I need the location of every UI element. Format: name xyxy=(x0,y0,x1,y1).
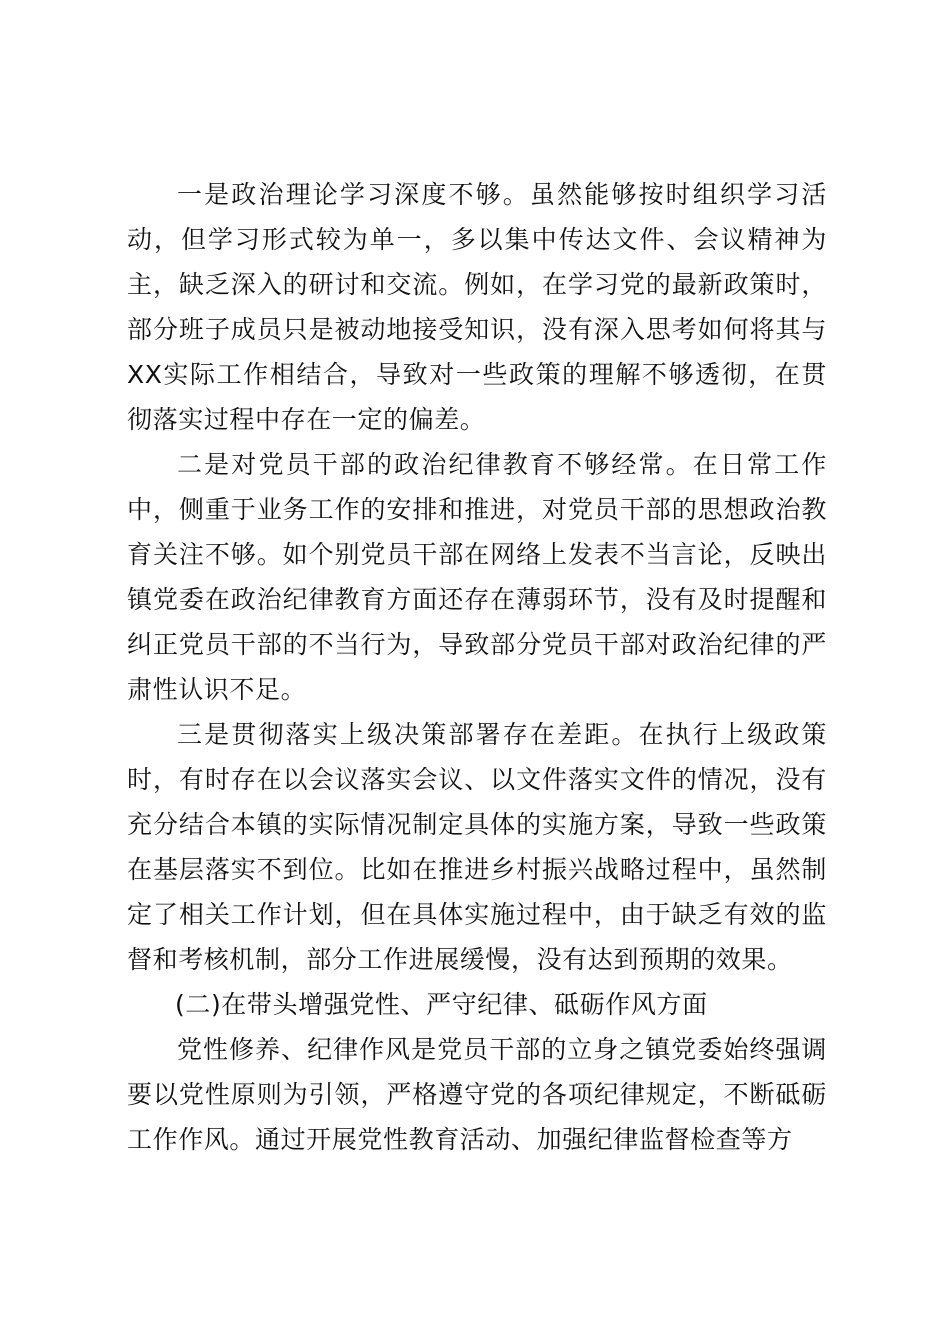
document-body xyxy=(127,172,827,1162)
paragraph-discipline-education: 二是对党员干部的政治纪律教育不够经常。在日常工作中，侧重于业务工作的安排和推进，对党员干部的思想政治教育关注不够。如个别党员干部在网络上发表不当言论，反映出镇党委在政治纪律教育方面还存在薄弱环节，没有及时提醒和纠正党员干部的不当行为，导致部分党员干部对政治纪律的严肃性认识不足。 xyxy=(127,450,827,704)
paragraph-political-theory: 一是政治理论学习深度不够。虽然能够按时组织学习活动，但学习形式较为单一，多以集中传达文件、会议精神为主，缺乏深入的研讨和交流。例如，在学习党的最新政策时，部分班子成员只是被动地接受知识，没有深入思考如何将其与XX实际工作相结合，导致对一些政策的理解不够透彻，在贯彻落实过程中存在一定的偏差。 xyxy=(127,180,827,434)
section-heading: (二)在带头增强党性、严守纪律、砥砺作风方面 xyxy=(175,990,708,1019)
paragraph-party-spirit: 党性修养、纪律作风是党员干部的立身之镇党委始终强调要以党性原则为引领，严格遵守党的各项纪律规定，不断砥砺工作作风。通过开展党性教育活动、加强纪律监督检查等方 xyxy=(127,1035,827,1154)
paragraph-policy-implementation: 三是贯彻落实上级决策部署存在差距。在执行上级政策时，有时存在以会议落实会议、以文件落实文件的情况，没有充分结合本镇的实际情况制定具体的实施方案，导致一些政策在基层落实不到位。比如在推进乡村振兴战略过程中，虽然制定了相关工作计划，但在具体实施过程中，由于缺乏有效的监督和考核机制，部分工作进展缓慢，没有达到预期的效果。 xyxy=(127,720,827,974)
